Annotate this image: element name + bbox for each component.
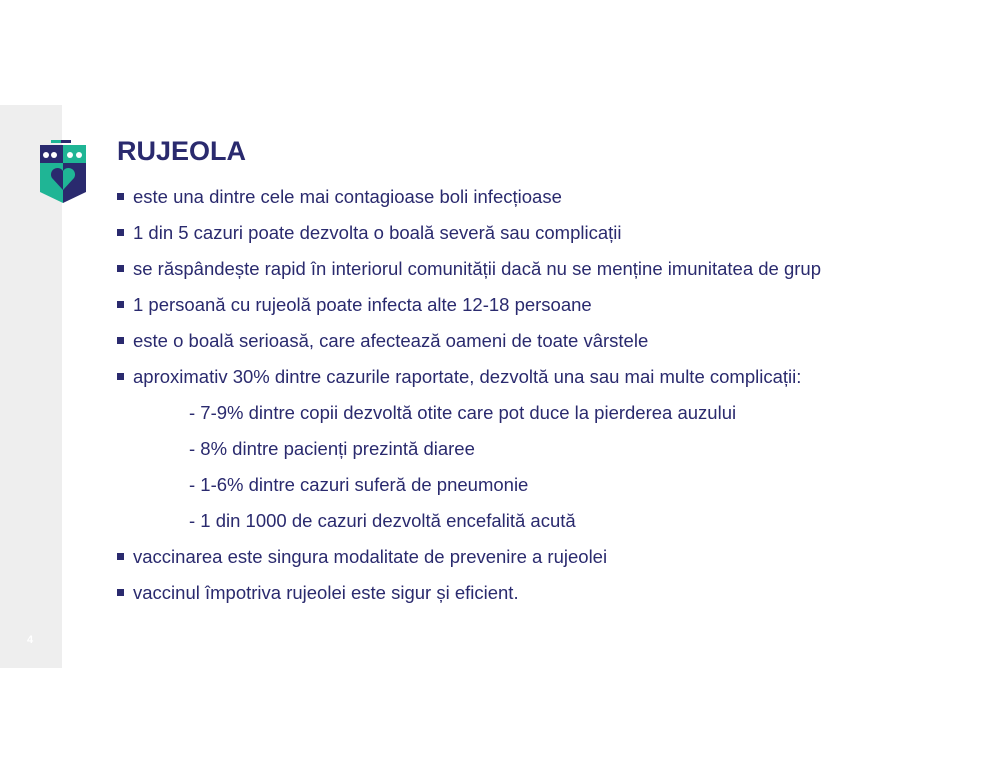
sub-list-item: - 1 din 1000 de cazuri dezvoltă encefalită acută bbox=[189, 510, 576, 531]
bullet-square-icon bbox=[117, 301, 124, 308]
slide-title: RUJEOLA bbox=[117, 136, 247, 166]
bullet-square-icon bbox=[117, 337, 124, 344]
bullet-list bbox=[117, 183, 821, 615]
bullet-square-icon bbox=[117, 229, 124, 236]
list-item: este una dintre cele mai contagioase boli infecțioase bbox=[117, 183, 821, 219]
sub-list-item: - 7-9% dintre copii dezvoltă otite care pot duce la pierderea auzului bbox=[189, 402, 737, 423]
bullet-square-icon bbox=[117, 553, 124, 560]
page-number: 4 bbox=[27, 634, 34, 646]
bullet-square-icon bbox=[117, 193, 124, 200]
list-item: 1 din 5 cazuri poate dezvolta o boală severă sau complicații bbox=[117, 219, 821, 255]
list-item: aproximativ 30% dintre cazurile raportate, dezvoltă una sau mai multe complicații: bbox=[117, 363, 821, 399]
list-item: vaccinul împotriva rujeolei este sigur și eficient. bbox=[117, 579, 821, 615]
list-item: 1 persoană cu rujeolă poate infecta alte 12-18 persoane bbox=[117, 291, 821, 327]
list-item: este o boală serioasă, care afectează oameni de toate vârstele bbox=[117, 327, 821, 363]
bullet-square-icon bbox=[117, 589, 124, 596]
list-item: se răspândește rapid în interiorul comunității dacă nu se menține imunitatea de grup bbox=[117, 255, 821, 291]
shield-heart-logo-icon bbox=[40, 140, 86, 203]
sub-list-item: - 8% dintre pacienți prezintă diaree bbox=[189, 438, 475, 459]
bullet-square-icon bbox=[117, 265, 124, 272]
list-item: vaccinarea este singura modalitate de prevenire a rujeolei bbox=[117, 543, 821, 579]
sub-list-item: - 1-6% dintre cazuri suferă de pneumonie bbox=[189, 474, 529, 495]
bullet-square-icon bbox=[117, 373, 124, 380]
